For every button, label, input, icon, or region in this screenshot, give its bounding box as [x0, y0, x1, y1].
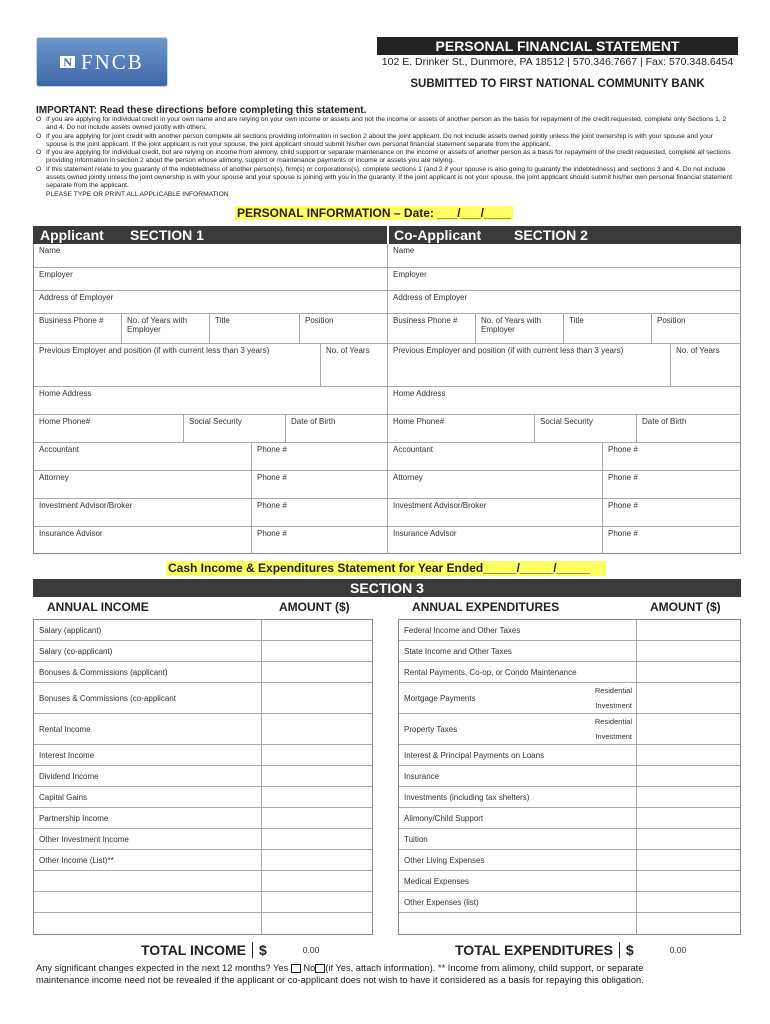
coapplicant-title-field[interactable]: Title — [564, 314, 652, 344]
expend-row[interactable] — [399, 850, 740, 871]
expend-row[interactable] — [399, 620, 740, 641]
expend-amount-field[interactable] — [637, 892, 740, 912]
income-row[interactable] — [34, 913, 372, 934]
direction-item: O If you are applying for individual credit, but are relying on income from alimony, child support or separate maintenance on the income or assets of another person as a basis for repayment of the credit requested, complete all sections providing information in section 2 about the person whose alimony, support or maintenance payments or income or assets you are relying. — [36, 149, 736, 166]
direction-item: O If this statement relate to you guaranty of the indebtedness of another person(s), firm(s) or corporations(s), complete sections 1 (and 2 if your spouse is also going to guaranty the indebtedness) and sections 3 and 4. Do not include assets owned jointly unless the joint ownership is with your spouse and your spouse is joining with you in the guaranty. If the joint applicant is not your spouse, the joint applicant should submit his/her own personal financial statement separate from the applicant. — [36, 166, 736, 191]
coapplicant-dob-field[interactable]: Date of Birth — [637, 415, 741, 443]
income-label: Rental Income — [34, 714, 262, 744]
expend-row[interactable] — [399, 913, 740, 934]
income-label: Other Income (List)** — [34, 850, 262, 870]
income-table — [33, 619, 373, 935]
expend-amount-field[interactable] — [637, 850, 740, 870]
coapplicant-accountant-phone-field[interactable]: Phone # — [603, 443, 741, 471]
coapplicant-business-phone-field[interactable]: Business Phone # — [388, 314, 476, 344]
income-amount-field[interactable] — [262, 683, 372, 713]
income-amount-field[interactable] — [262, 745, 372, 765]
no-checkbox[interactable] — [315, 964, 325, 973]
income-label: Salary (applicant) — [34, 620, 262, 640]
income-row[interactable] — [34, 714, 372, 745]
income-amount-field[interactable] — [262, 662, 372, 682]
income-label: Other Investment Income — [34, 829, 262, 849]
changes-question — [36, 962, 736, 986]
cash-statement-year-label[interactable]: Cash Income & Expenditures Statement for Year Ended_____/_____/_____ — [166, 561, 606, 576]
income-label: Bonuses & Commissions (co-applicant — [34, 683, 262, 713]
applicant-years-employer-field[interactable]: No. of Years with Employer — [122, 314, 210, 344]
income-row[interactable] — [34, 766, 372, 787]
income-label: Salary (co-applicant) — [34, 641, 262, 661]
coapplicant-investment-advisor-field[interactable]: Investment Advisor/Broker — [388, 499, 603, 527]
applicant-home-address-field[interactable]: Home Address — [34, 387, 388, 415]
applicant-ssn-field[interactable]: Social Security — [184, 415, 286, 443]
expend-label: Interest & Principal Payments on Loans — [399, 745, 637, 765]
applicant-investment-phone-field[interactable]: Phone # — [252, 499, 388, 527]
income-row[interactable] — [34, 787, 372, 808]
total-income-currency: $ — [252, 942, 267, 958]
total-expend-currency: $ — [619, 942, 634, 958]
income-amount-field[interactable] — [262, 829, 372, 849]
total-expend-value[interactable]: 0.00 — [669, 945, 687, 955]
applicant-home-phone-field[interactable]: Home Phone# — [34, 415, 184, 443]
applicant-employer-field[interactable]: Employer — [34, 268, 388, 291]
income-row[interactable] — [34, 641, 372, 662]
coapplicant-attorney-field[interactable]: Attorney — [388, 471, 603, 499]
coapplicant-insurance-phone-field[interactable]: Phone # — [608, 529, 638, 538]
co-applicant-label: Co-Applicant — [394, 227, 482, 243]
income-amount-field[interactable] — [262, 913, 372, 934]
income-row[interactable] — [34, 850, 372, 871]
directions-title: IMPORTANT: Read these directions before completing this statement. — [36, 105, 367, 116]
section2-label: SECTION 2 — [514, 227, 588, 243]
directions-list — [36, 116, 736, 199]
expend-label: Mortgage Payments — [404, 693, 476, 703]
expend-amount-field[interactable] — [637, 766, 740, 786]
expend-amount-heading: AMOUNT ($) — [650, 600, 721, 614]
income-disclosure-note: maintenance income need not be revealed if the applicant or co-applicant does not wish to have it considered as a basis for repaying this obligation. — [36, 975, 644, 985]
income-amount-heading: AMOUNT ($) — [279, 600, 350, 614]
coapplicant-accountant-field[interactable]: Accountant — [388, 443, 603, 471]
income-label: Interest Income — [34, 745, 262, 765]
expend-label: State Income and Other Taxes — [399, 641, 637, 661]
expend-label: Rental Payments, Co-op, or Condo Maintenance — [399, 662, 637, 682]
section1-label: SECTION 1 — [130, 227, 204, 243]
applicant-business-phone-field[interactable]: Business Phone # — [34, 314, 122, 344]
page-title: PERSONAL FINANCIAL STATEMENT — [377, 37, 738, 55]
coapplicant-name-field[interactable]: Name — [388, 244, 741, 268]
yes-checkbox[interactable] — [291, 964, 301, 973]
coapplicant-previous-years-field[interactable]: No. of Years — [671, 344, 741, 387]
coapplicant-home-phone-field[interactable]: Home Phone# — [388, 415, 535, 443]
income-row[interactable] — [34, 745, 372, 766]
no-label: No — [303, 963, 316, 973]
total-income-value[interactable]: 0.00 — [302, 945, 320, 955]
expend-label: Insurance — [399, 766, 637, 786]
direction-item: O If you are applying for joint credit with another person complete all sections providing information in section 2 about the joint applicant. Do not include assets owned jointly unless the joint ownership is with your spouse and your spouse is the joint applicant. If the joint applicant is not your spouse, the joint applicant should submit his/her own personal financial statement separate from the applicant. — [36, 133, 736, 150]
submitted-to: SUBMITTED TO FIRST NATIONAL COMMUNITY BANK — [410, 78, 705, 90]
expend-amount-field[interactable] — [637, 620, 740, 640]
income-row[interactable] — [34, 808, 372, 829]
expend-row[interactable] — [399, 641, 740, 662]
expend-label: Investments (including tax shelters) — [399, 787, 637, 807]
applicant-name-field[interactable]: Name — [34, 244, 388, 268]
section3-header: SECTION 3 — [33, 579, 741, 597]
expend-row[interactable] — [399, 787, 740, 808]
expend-row[interactable] — [399, 829, 740, 850]
income-label: Bonuses & Commissions (applicant) — [34, 662, 262, 682]
applicant-label: Applicant — [40, 227, 104, 243]
expend-amount-field[interactable] — [637, 787, 740, 807]
income-amount-field[interactable] — [262, 641, 372, 661]
expend-amount-field[interactable] — [637, 829, 740, 849]
expend-label: Federal Income and Other Taxes — [399, 620, 637, 640]
expend-amount-field[interactable] — [637, 714, 740, 744]
income-row[interactable] — [34, 620, 372, 641]
income-row[interactable] — [34, 683, 372, 714]
income-amount-field[interactable] — [262, 766, 372, 786]
expend-row[interactable] — [399, 766, 740, 787]
coapplicant-years-employer-field[interactable]: No. of Years with Employer — [476, 314, 564, 344]
coapplicant-previous-employer-field[interactable]: Previous Employer and position (if with current less than 3 years) — [388, 344, 671, 387]
coapplicant-employer-address-field[interactable]: Address of Employer — [388, 291, 741, 314]
applicant-previous-employer-field[interactable]: Previous Employer and position (if with current less than 3 years) — [34, 344, 321, 387]
total-income-label: TOTAL INCOME — [141, 942, 246, 958]
income-label[interactable] — [34, 892, 262, 912]
expend-amount-field[interactable] — [637, 662, 740, 682]
income-amount-field[interactable] — [262, 787, 372, 807]
income-amount-field[interactable] — [262, 620, 372, 640]
income-amount-field[interactable] — [262, 850, 372, 870]
applicant-employer-address-field[interactable]: Address of Employer — [34, 291, 388, 314]
property-tax-type-stack — [577, 714, 637, 744]
annual-expenditures-heading: ANNUAL EXPENDITURES — [412, 600, 560, 614]
coapplicant-attorney-phone-field[interactable]: Phone # — [603, 471, 741, 499]
expend-row[interactable] — [399, 808, 740, 829]
personal-info-date-label[interactable]: PERSONAL INFORMATION – Date: ___/___/____ — [237, 206, 511, 220]
coapplicant-investment-phone-field[interactable]: Phone # — [603, 499, 741, 527]
direction-item: O If you are applying for individual credit in your own name and are relying on your own income or assets and not the income or assets of another person as the basis for repayment of the credit requested, complete only Sections 1, 2 and 4. Do not include assets owned jointly with others. — [36, 116, 736, 133]
total-expend-label: TOTAL EXPENDITURES — [455, 942, 613, 958]
personal-info-grid — [33, 244, 741, 554]
income-amount-field[interactable] — [262, 714, 372, 744]
expend-label[interactable] — [399, 913, 637, 934]
income-amount-field[interactable] — [262, 892, 372, 912]
section1-header — [33, 226, 387, 244]
expend-amount-field[interactable] — [637, 871, 740, 891]
expend-label: Tuition — [399, 829, 637, 849]
applicant-investment-advisor-field[interactable]: Investment Advisor/Broker — [34, 499, 252, 527]
income-label: Capital Gains — [34, 787, 262, 807]
changes-question-text: Any significant changes expected in the next 12 months? Yes — [36, 963, 289, 973]
applicant-title-field[interactable]: Title — [210, 314, 300, 344]
coapplicant-ssn-field[interactable]: Social Security — [535, 415, 637, 443]
annual-income-heading: ANNUAL INCOME — [47, 600, 149, 614]
income-amount-field[interactable] — [262, 808, 372, 828]
income-label: Partnership Income — [34, 808, 262, 828]
expend-label: Medical Expenses — [399, 871, 637, 891]
residential-label: Residential — [594, 717, 632, 726]
expend-amount-field[interactable] — [637, 641, 740, 661]
expend-label: Other Living Expenses — [399, 850, 637, 870]
investment-label: Investment — [595, 732, 632, 741]
section2-header — [387, 226, 741, 244]
expend-label: Other Expenses (list) — [399, 892, 637, 912]
coapplicant-home-address-field[interactable]: Home Address — [388, 387, 741, 415]
mortgage-type-stack — [577, 683, 637, 713]
coapplicant-position-field[interactable]: Position — [652, 314, 741, 344]
logo-mark: N — [60, 56, 75, 68]
income-label: Dividend Income — [34, 766, 262, 786]
expenditure-table — [398, 619, 741, 935]
applicant-dob-field[interactable]: Date of Birth — [286, 415, 388, 443]
expend-label: Alimony/Child Support — [399, 808, 637, 828]
income-amount-field[interactable] — [262, 871, 372, 891]
property-tax-row[interactable] — [399, 714, 740, 745]
expend-row[interactable] — [399, 871, 740, 892]
please-type-note: PLEASE TYPE OR PRINT ALL APPLICABLE INFORMATION — [46, 190, 229, 198]
applicant-accountant-phone-field[interactable]: Phone # — [252, 443, 388, 471]
applicant-accountant-field[interactable]: Accountant — [34, 443, 252, 471]
income-row[interactable] — [34, 892, 372, 913]
income-row[interactable] — [34, 871, 372, 892]
fncb-logo — [36, 37, 168, 87]
expend-row[interactable] — [399, 745, 740, 766]
investment-label: Investment — [595, 701, 632, 710]
income-label[interactable] — [34, 913, 262, 934]
expend-amount-field[interactable] — [637, 808, 740, 828]
expend-row[interactable] — [399, 662, 740, 683]
total-income — [141, 942, 319, 958]
mortgage-row[interactable] — [399, 683, 740, 714]
expend-row[interactable] — [399, 892, 740, 913]
applicant-insurance-advisor-field[interactable]: Insurance Advisor — [34, 527, 252, 554]
expend-label: Property Taxes — [404, 724, 458, 734]
income-label[interactable] — [34, 871, 262, 891]
applicant-attorney-phone-field[interactable]: Phone # — [252, 471, 388, 499]
applicant-position-field[interactable]: Position — [300, 314, 388, 344]
logo-text: FNCB — [80, 49, 144, 74]
income-row[interactable] — [34, 829, 372, 850]
expend-amount-field[interactable] — [637, 745, 740, 765]
residential-label: Residential — [594, 686, 632, 695]
expend-amount-field[interactable] — [637, 913, 740, 934]
changes-note: (if Yes, attach information). ** Income from alimony, child support, or separate — [325, 963, 644, 973]
coapplicant-insurance-advisor-field[interactable]: Insurance Advisor — [388, 527, 603, 554]
coapplicant-employer-field[interactable]: Employer — [388, 268, 741, 291]
applicant-attorney-field[interactable]: Attorney — [34, 471, 252, 499]
total-expenditures — [455, 942, 686, 958]
applicant-insurance-phone-field[interactable]: Phone # — [252, 527, 388, 554]
income-row[interactable] — [34, 662, 372, 683]
applicant-previous-years-field[interactable]: No. of Years — [321, 344, 388, 387]
bank-address: 102 E. Drinker St., Dunmore, PA 18512 | 570.346.7667 | Fax: 570.348.6454 — [381, 56, 734, 68]
expend-amount-field[interactable] — [637, 683, 740, 713]
